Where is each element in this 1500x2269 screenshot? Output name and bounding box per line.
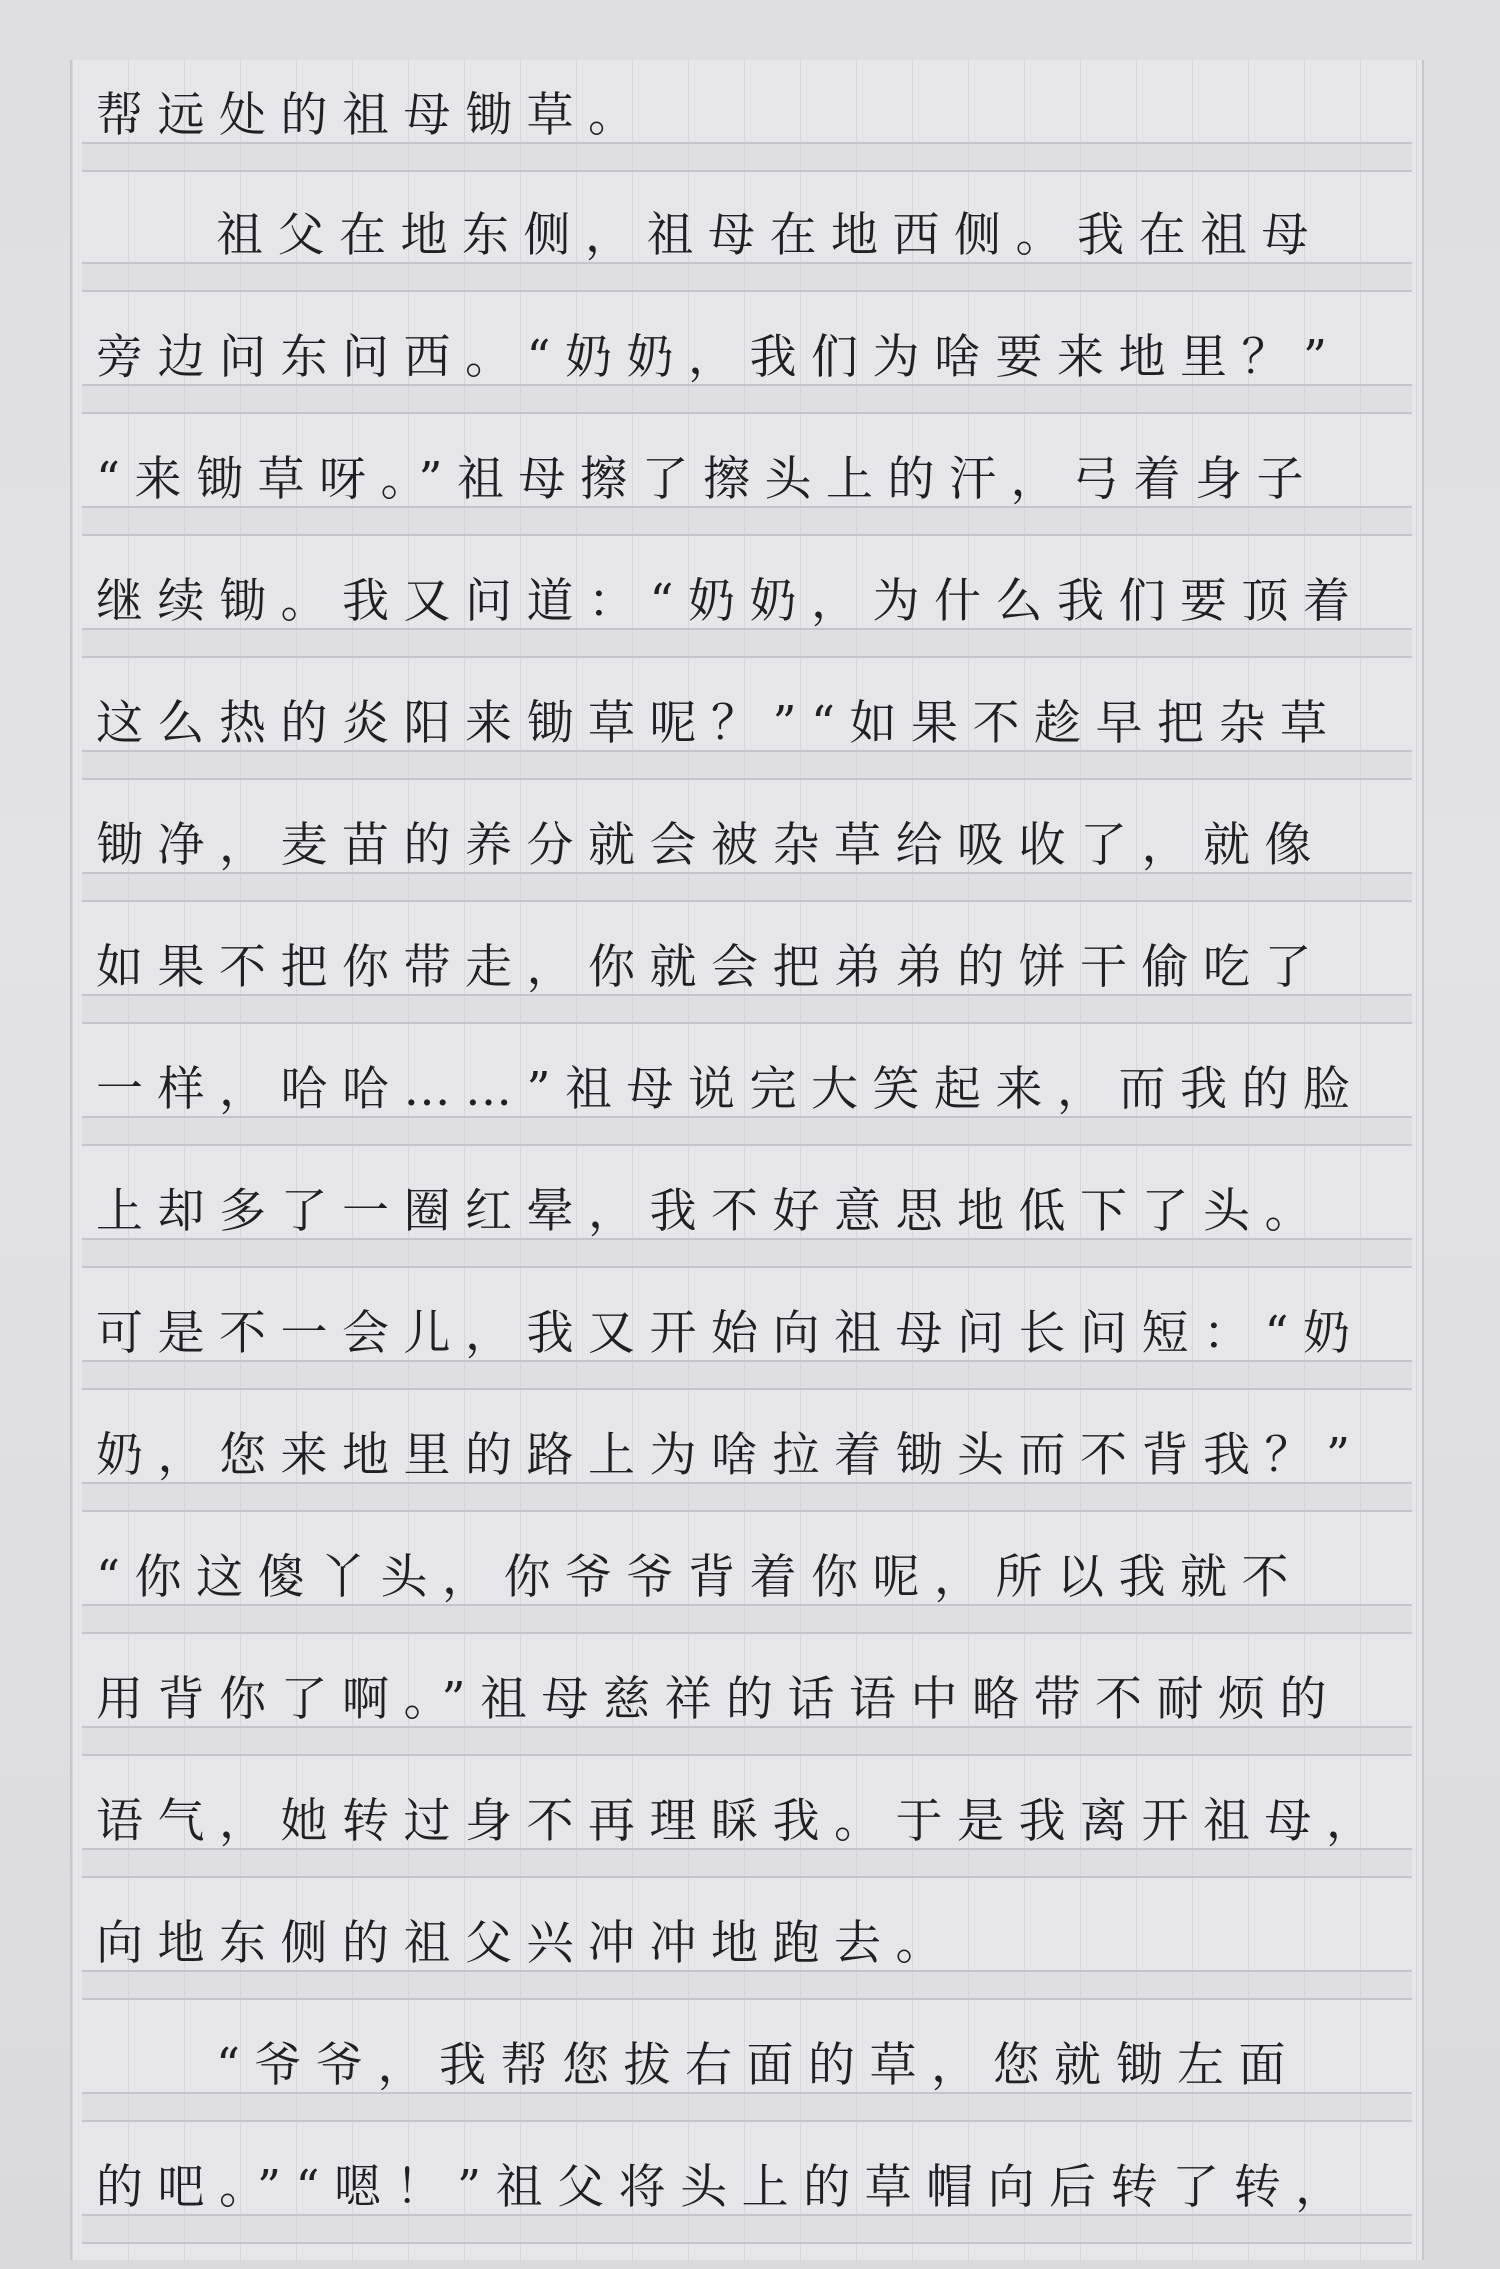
grid-band — [82, 142, 1412, 172]
line-row — [82, 1054, 1412, 1146]
line-row — [82, 1542, 1412, 1634]
line-row — [82, 2030, 1412, 2122]
handwritten-line: “你这傻丫头，你爷爷背着你呢，所以我就不 — [96, 1550, 1304, 1605]
line-row — [82, 444, 1412, 536]
grid-band — [82, 2214, 1412, 2244]
handwritten-line: 祖父在地东侧，祖母在地西侧。我在祖母 — [216, 208, 1323, 263]
line-row — [82, 1298, 1412, 1390]
handwritten-line: 这么热的炎阳来锄草呢？”“如果不趁早把杂草 — [96, 696, 1342, 751]
grid-band — [82, 1238, 1412, 1268]
composition-paper — [70, 60, 1424, 2260]
grid-band — [82, 750, 1412, 780]
line-row — [82, 200, 1412, 292]
line-row — [82, 566, 1412, 658]
grid-band — [82, 872, 1412, 902]
handwritten-line: 一样，哈哈……”祖母说完大笑起来，而我的脸 — [96, 1062, 1365, 1117]
line-row — [82, 322, 1412, 414]
handwritten-line: 帮远处的祖母锄草。 — [96, 88, 650, 143]
handwritten-line: “爷爷，我帮您拔右面的草，您就锄左面 — [216, 2038, 1301, 2093]
grid-band — [82, 628, 1412, 658]
grid-band — [82, 1116, 1412, 1146]
line-row — [82, 1786, 1412, 1878]
grid-band — [82, 506, 1412, 536]
handwritten-line: 如果不把你带走，你就会把弟弟的饼干偷吃了 — [96, 940, 1326, 995]
handwritten-line: 上却多了一圈红晕，我不好意思地低下了头。 — [96, 1184, 1326, 1239]
handwritten-line: 旁边问东问西。“奶奶，我们为啥要来地里？” — [96, 330, 1342, 385]
handwritten-line: 语气，她转过身不再理睬我。于是我离开祖母， — [96, 1794, 1388, 1849]
grid-band — [82, 2092, 1412, 2122]
grid-band — [82, 1726, 1412, 1756]
grid-band — [82, 1482, 1412, 1512]
line-row — [82, 1420, 1412, 1512]
grid-band — [82, 1848, 1412, 1878]
handwritten-line: 可是不一会儿，我又开始向祖母问长问短：“奶 — [96, 1306, 1365, 1361]
line-row — [82, 1176, 1412, 1268]
line-row — [82, 1908, 1412, 2000]
line-row — [82, 2152, 1412, 2244]
line-row — [82, 932, 1412, 1024]
handwritten-line: 向地东侧的祖父兴冲冲地跑去。 — [96, 1916, 957, 1971]
handwritten-line: 用背你了啊。”祖母慈祥的话语中略带不耐烦的 — [96, 1672, 1342, 1727]
grid-band — [82, 1360, 1412, 1390]
handwritten-line: “来锄草呀。”祖母擦了擦头上的汗，弓着身子 — [96, 452, 1319, 507]
line-row — [82, 688, 1412, 780]
line-row — [82, 1664, 1412, 1756]
handwritten-line: 锄净，麦苗的养分就会被杂草给吸收了，就像 — [96, 818, 1326, 873]
line-row — [82, 80, 1412, 172]
line-row — [82, 810, 1412, 902]
grid-band — [82, 1970, 1412, 2000]
grid-band — [82, 262, 1412, 292]
handwritten-line: 的吧。”“嗯！”祖父将头上的草帽向后转了转， — [96, 2160, 1357, 2215]
grid-band — [82, 384, 1412, 414]
grid-band — [82, 1604, 1412, 1634]
grid-band — [82, 994, 1412, 1024]
handwritten-line: 奶，您来地里的路上为啥拉着锄头而不背我？” — [96, 1428, 1365, 1483]
handwritten-line: 继续锄。我又问道：“奶奶，为什么我们要顶着 — [96, 574, 1365, 629]
